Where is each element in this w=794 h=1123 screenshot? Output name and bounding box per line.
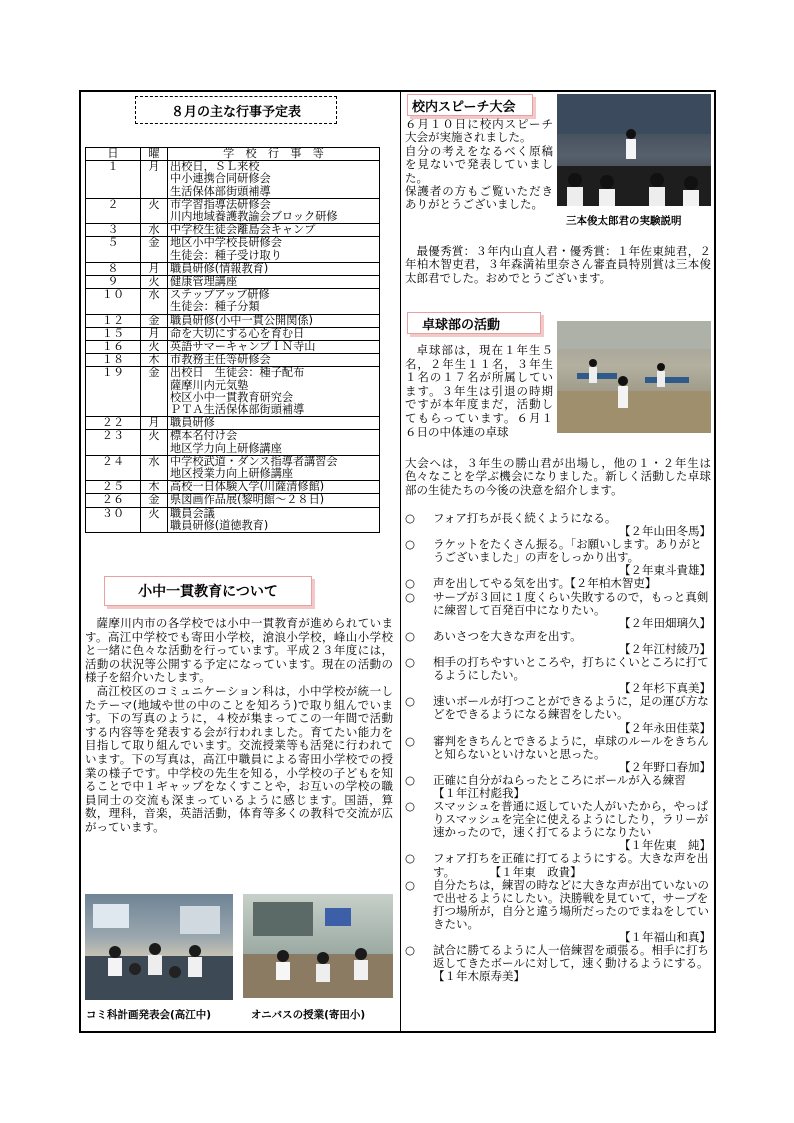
resolution-author: 【１年佐東 純】 — [619, 838, 711, 853]
ikkan-paragraph: 薩摩川内市の各学校では小中一貫教育が進められています。高江中学校でも寄田小学校，滄浪小学校，峰山小学校と一緒に色々な活動を行っています。平成２３年度には，活動の状況等公開する予定になっています。現在の活動の様子を紹介いたします。 — [85, 616, 393, 685]
column-divider — [400, 90, 401, 1033]
resolution-item — [405, 695, 711, 734]
resolution-item — [405, 943, 738, 984]
schedule-weekday: 水 — [141, 224, 168, 237]
photo-class-lesson — [243, 894, 393, 998]
schedule-day: ８ — [86, 262, 141, 275]
schedule-weekday: 火 — [141, 430, 168, 455]
schedule-row — [86, 494, 380, 507]
resolution-text: 声を出してやる気を出す。【２年柏木智吏】 — [433, 576, 657, 591]
schedule-row — [86, 161, 380, 199]
schedule-event: 出校日 生徒会：種子配布 薩摩川内元気塾 校区小中一貫教育研究会 ＰＴＡ生活保体部街頭補導 — [168, 367, 380, 417]
schedule-row — [86, 327, 380, 340]
schedule-row — [86, 289, 380, 314]
resolution-text: ラケットをたくさん振る。「お願いします。ありがとうございました」の声をしっかり出す。 — [433, 537, 702, 565]
resolution-author: 【２年永田佳菜】 — [619, 720, 711, 735]
resolution-author: 【２年田畑璃久】 — [619, 615, 711, 630]
schedule-weekday: 木 — [141, 354, 168, 367]
resolution-author: 【２年野口春加】 — [619, 759, 711, 774]
schedule-event: ステップアップ研修 生徒会：種子分類 — [168, 289, 380, 314]
resolution-item — [405, 591, 711, 630]
circle-marker: ○ — [405, 576, 416, 591]
circle-marker: ○ — [405, 589, 416, 604]
schedule-row — [86, 198, 380, 223]
schedule-row — [86, 430, 380, 455]
schedule-event: 健康管理講座 — [168, 276, 380, 289]
circle-marker: ○ — [405, 772, 416, 787]
circle-marker: ○ — [405, 511, 416, 525]
schedule-weekday: 月 — [141, 327, 168, 340]
resolution-item — [405, 538, 711, 577]
schedule-day: ２３ — [86, 430, 141, 455]
ikkan-title: 小中一貫教育について — [104, 576, 312, 606]
schedule-row — [86, 367, 380, 417]
header-day: 日 — [86, 148, 141, 161]
tabletennis-title: 卓球部の活動 — [407, 312, 541, 334]
schedule-row — [86, 417, 380, 430]
schedule-day: １９ — [86, 367, 141, 417]
schedule-weekday: 月 — [141, 417, 168, 430]
schedule-day: １５ — [86, 327, 141, 340]
circle-marker: ○ — [405, 694, 416, 709]
resolution-author: 【２年山田冬馬】 — [619, 524, 711, 539]
schedule-event: 命を大切にする心を育む日 — [168, 327, 380, 340]
resolution-text: フォア打ちが長く続くようになる。 — [433, 511, 617, 525]
photo-speech-contest — [557, 94, 711, 206]
schedule-event: 市学習指導法研修会 川内地域養護教諭会ブロック研修 — [168, 198, 380, 223]
resolution-text: 審判をきちんとできるように，卓球のルールをきちんと知らないといけないと思った。 — [433, 733, 709, 761]
schedule-weekday: 火 — [141, 276, 168, 289]
resolution-item — [405, 512, 711, 538]
schedule-event: 英語サマーキャンプＩＮ寺山 — [168, 341, 380, 354]
resolution-item — [405, 852, 711, 878]
schedule-row — [86, 237, 380, 262]
photo-tabletennis-club — [557, 321, 711, 433]
circle-marker: ○ — [405, 877, 416, 892]
schedule-event: 職員研修(情報教育) — [168, 262, 380, 275]
tabletennis-text-narrow: 卓球部は，現在１年生５名，２年生１１名，３年生１名の１７名が所属しています。３年生は引退の時期ですが本年度まだ，活動してもらっています。６月１６日の中体連の卓球 — [405, 343, 553, 439]
schedule-event: 地区小中学校長研修会 生徒会：種子受け取り — [168, 237, 380, 262]
circle-marker: ○ — [405, 628, 416, 643]
resolution-text: 速いボールが打つことができるように，足の運び方などをできるようになる練習をしたい。 — [433, 694, 709, 722]
ikkan-paragraph: 高江校区のコミュニケーション科は，小中学校が統一したテーマ(地域や世の中のことを知ろう)で取り組んでいます。下の写真のように，４校が集まってこの一年間で活動する内容等を発表する会が行われました。育てたい能力を目指して取り組んでいます。交流授業等も活発に行われています。下の写真は，高江中職員による寄田小学校での授業の様子です。中学校の先生を知る，小学校の子どもを知ることで中１ギャップをなくすことや，お互いの学校の職員同士の交流も深まっているように感じます。国語，算数，理科，音楽，英語活動，体育等多くの教科で交流が広がっています。 — [85, 683, 393, 834]
schedule-event: 県図画作品展(黎明館～２８日) — [168, 494, 380, 507]
schedule-day: ３ — [86, 224, 141, 237]
circle-marker: ○ — [405, 799, 416, 814]
schedule-event: 職員研修 — [168, 417, 380, 430]
resolution-text: スマッシュを普通に返していた人がいたから，やっぱりスマッシュを完全に使えるようにしたり，ラリーが速かったので，速く打てるようになりたい — [433, 799, 709, 840]
schedule-row — [86, 224, 380, 237]
schedule-row — [86, 481, 380, 494]
resolution-text: 正確に自分がねらったところにボールが入る練習 【１年江村彪我】 — [433, 772, 755, 800]
schedule-event: 中学校生徒会離島会キャンプ — [168, 224, 380, 237]
schedule-event: 標本名付け会 地区学力向上研修講座 — [168, 430, 380, 455]
header-weekday: 曜 — [141, 148, 168, 161]
circle-marker: ○ — [405, 537, 416, 552]
resolution-item — [405, 800, 711, 852]
resolution-item — [405, 656, 711, 695]
circle-marker: ○ — [405, 655, 416, 670]
schedule-weekday: 金 — [141, 367, 168, 417]
schedule-weekday: 火 — [141, 341, 168, 354]
schedule-header-row — [86, 148, 380, 161]
schedule-weekday: 金 — [141, 237, 168, 262]
schedule-row — [86, 276, 380, 289]
schedule-row — [86, 262, 380, 275]
speech-title: 校内スピーチ大会 — [407, 94, 533, 116]
tabletennis-resolutions — [405, 511, 755, 984]
resolution-author: 【１年福山和真】 — [619, 930, 711, 944]
schedule-row — [86, 455, 380, 480]
schedule-table — [85, 147, 380, 533]
schedule-day: １０ — [86, 289, 141, 314]
resolution-author: 【２年杉下真美】 — [619, 681, 711, 696]
photo-caption: オニバスの授業(寄田小) — [251, 1009, 366, 1021]
header-event: 学 校 行 事 等 — [168, 148, 380, 161]
schedule-day: ２４ — [86, 455, 141, 480]
resolution-text: 試合に勝てるように人一倍練習を頑張る。相手に打ち返してきたボールに対して，速く動けるようにする。 【１年木原寿美】 — [433, 943, 738, 984]
schedule-title: ８月の主な行事予定表 — [135, 96, 337, 124]
schedule-weekday: 金 — [141, 494, 168, 507]
tabletennis-text-wide: 大会へは，３年生の勝山君が出場し，他の１・２年生は色々なことを学ぶ機会になりました。新しく活動した卓球部の生徒たちの今後の決意を紹介します。 — [405, 456, 711, 497]
schedule-day: １ — [86, 161, 141, 199]
resolution-text: 相手の打ちやすいところや，打ちにくいところに打てるようにしたい。 — [433, 655, 709, 683]
schedule-row — [86, 507, 380, 532]
speech-text-wide: 最優秀賞：３年内山直人君・優秀賞：１年佐東純君，２年柏木智吏君，３年森満祐里奈さん審査員特別賞は三本俊太郎君でした。おめでとうございます。 — [405, 244, 711, 285]
speech-text-narrow: ６月１０日に校内スピーチ大会が実施されました。 自分の考えをなるべく原稿を見ないで発表していました。 保護者の方もご覧いただきありがとうございました。 — [405, 117, 553, 212]
schedule-weekday: 火 — [141, 507, 168, 532]
schedule-row — [86, 354, 380, 367]
schedule-day: １８ — [86, 354, 141, 367]
resolution-text: 自分たちは，練習の時などに大きな声が出ていないので出せるようにしたい。決勝戦を見ていて，サーブを打つ場所が，自分と違う場所だったのでまねをしていきたい。 — [433, 877, 709, 931]
photo-caption: コミ科計画発表会(高江中) — [86, 1009, 212, 1021]
resolution-item — [405, 630, 711, 656]
schedule-weekday: 木 — [141, 481, 168, 494]
schedule-event: 市教務主任等研修会 — [168, 354, 380, 367]
schedule-event: 職員研修(小中一貫公開関係) — [168, 314, 380, 327]
resolution-author: 【２年江村綾乃】 — [619, 641, 711, 656]
schedule-day: １２ — [86, 314, 141, 327]
schedule-weekday: 月 — [141, 161, 168, 199]
schedule-day: ２６ — [86, 494, 141, 507]
photo-caption: 三本俊太郎君の実験説明 — [566, 215, 682, 227]
schedule-day: １６ — [86, 341, 141, 354]
ikkan-text — [85, 617, 393, 835]
schedule-weekday: 水 — [141, 289, 168, 314]
resolution-text: フォア打ちを正確に打てるようにする。大きな声を出す。 【１年東 政貴】 — [433, 851, 709, 879]
schedule-day: ５ — [86, 237, 141, 262]
schedule-event: 中学校武道・ダンス指導者講習会 地区授業力向上研修講座 — [168, 455, 380, 480]
schedule-event: 職員会議 職員研修(道徳教育) — [168, 507, 380, 532]
resolution-item — [405, 772, 755, 800]
circle-marker: ○ — [405, 851, 416, 866]
schedule-row — [86, 341, 380, 354]
resolution-text: サーブが３回に１度くらい失敗するので，もっと真剣に練習して百発百中になりたい。 — [433, 589, 709, 617]
resolution-item — [405, 879, 711, 944]
schedule-weekday: 金 — [141, 314, 168, 327]
resolution-text: あいさつを大きな声を出す。 — [433, 628, 582, 643]
schedule-day: ２２ — [86, 417, 141, 430]
schedule-weekday: 水 — [141, 455, 168, 480]
circle-marker: ○ — [405, 943, 416, 958]
schedule-day: ３０ — [86, 507, 141, 532]
schedule-day: ９ — [86, 276, 141, 289]
schedule-row — [86, 314, 380, 327]
resolution-author: 【２年東斗貴雄】 — [619, 563, 711, 578]
schedule-event: 出校日，ＳＬ来校 中小連携合同研修会 生活保体部街頭補導 — [168, 161, 380, 199]
circle-marker: ○ — [405, 733, 416, 748]
schedule-weekday: 月 — [141, 262, 168, 275]
schedule-weekday: 火 — [141, 198, 168, 223]
resolution-item — [405, 735, 711, 774]
photo-presentation-meeting — [85, 894, 233, 1000]
schedule-day: ２ — [86, 198, 141, 223]
schedule-day: ２５ — [86, 481, 141, 494]
schedule-event: 高校一日体験入学(川薩清修館) — [168, 481, 380, 494]
